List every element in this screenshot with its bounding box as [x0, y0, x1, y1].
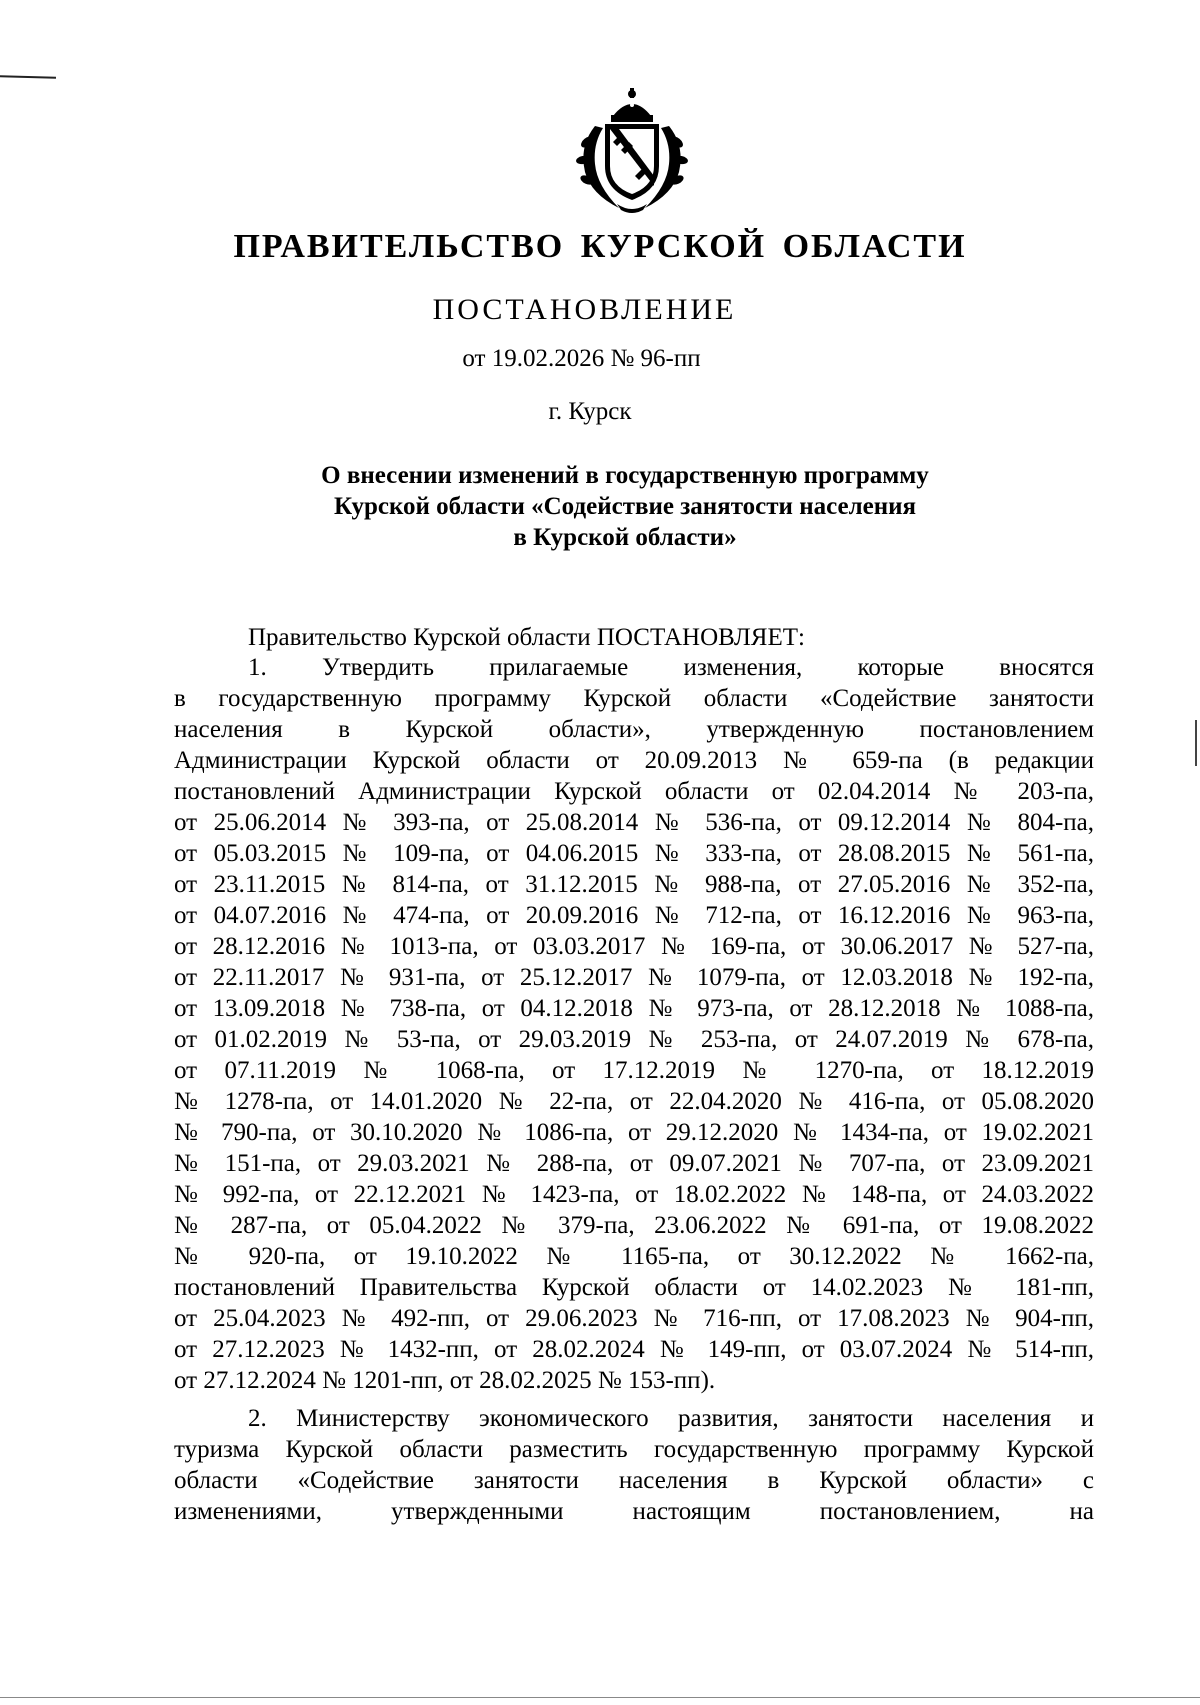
subject-line: в Курской области» — [513, 524, 737, 551]
preamble: Правительство Курской области ПОСТАНОВЛЯЕТ: — [248, 624, 805, 651]
crown-icon — [611, 88, 653, 122]
paragraph-line: туризма Курской области разместить государственную программу Курской — [174, 1436, 1094, 1463]
document-type: ПОСТАНОВЛЕНИЕ — [432, 293, 737, 326]
paragraph-line: № 1278-па, от 14.01.2020 № 22-па, от 22.04.2020 № 416-па, от 05.08.2020 — [174, 1088, 1094, 1115]
paragraph-line: от 25.06.2014 № 393-па, от 25.08.2014 № 536-па, от 09.12.2014 № 804-па, — [174, 809, 1094, 836]
subject-line: Курской области «Содействие занятости населения — [333, 493, 917, 520]
paragraph-1 — [174, 652, 1094, 1396]
paragraph-line: в государственную программу Курской области «Содействие занятости — [174, 685, 1094, 712]
paragraph-line: № 287-па, от 05.04.2022 № 379-па, 23.06.2022 № 691-па, от 19.08.2022 — [174, 1212, 1094, 1239]
paragraph-line: от 28.12.2016 № 1013-па, от 03.03.2017 № 169-па, от 30.06.2017 № 527-па, — [174, 933, 1094, 960]
paragraph-line: от 27.12.2024 № 1201-пп, от 28.02.2025 № 153-пп). — [174, 1367, 716, 1394]
paragraph-line: постановлений Правительства Курской области от 14.02.2023 № 181-пп, — [174, 1274, 1094, 1301]
paragraph-line: № 920-па, от 19.10.2022 № 1165-па, от 30.12.2022 № 1662-па, — [174, 1243, 1094, 1270]
paragraph-2 — [174, 1403, 1094, 1527]
paragraph-line: от 01.02.2019 № 53-па, от 29.03.2019 № 253-па, от 24.07.2019 № 678-па, — [174, 1026, 1094, 1053]
paragraph-line: от 05.03.2015 № 109-па, от 04.06.2015 № 333-па, от 28.08.2015 № 561-па, — [174, 840, 1094, 867]
paragraph-line: 2. Министерству экономического развития, занятости населения и — [248, 1405, 1094, 1432]
scan-artifact-mark — [1195, 720, 1197, 766]
subject-line: О внесении изменений в государственную программу — [321, 462, 929, 489]
paragraph-line: населения в Курской области», утвержденную постановлением — [174, 716, 1094, 743]
paragraph-line: области «Содействие занятости населения в Курской области» с — [174, 1467, 1094, 1494]
paragraph-line: от 13.09.2018 № 738-па, от 04.12.2018 № 973-па, от 28.12.2018 № 1088-па, — [174, 995, 1094, 1022]
paragraph-line: от 04.07.2016 № 474-па, от 20.09.2016 № 712-па, от 16.12.2016 № 963-па, — [174, 902, 1094, 929]
paragraph-line: 1. Утвердить прилагаемые изменения, которые вносятся — [248, 654, 1094, 681]
document-subject — [240, 460, 1010, 553]
coat-of-arms-emblem — [573, 86, 691, 214]
paragraph-line: № 790-па, от 30.10.2020 № 1086-па, от 29.12.2020 № 1434-па, от 19.02.2021 — [174, 1119, 1094, 1146]
paragraph-line: от 27.12.2023 № 1432-пп, от 28.02.2024 № 149-пп, от 03.07.2024 № 514-пп, — [174, 1336, 1094, 1363]
paragraph-line: № 992-па, от 22.12.2021 № 1423-па, от 18.02.2022 № 148-па, от 24.03.2022 — [174, 1181, 1094, 1208]
paragraph-line: постановлений Администрации Курской области от 02.04.2014 № 203-па, — [174, 778, 1094, 805]
paragraph-line: № 151-па, от 29.03.2021 № 288-па, от 09.07.2021 № 707-па, от 23.09.2021 — [174, 1150, 1094, 1177]
paragraph-line: Администрации Курской области от 20.09.2013 № 659-па (в редакции — [174, 747, 1094, 774]
organization-title: ПРАВИТЕЛЬСТВО КУРСКОЙ ОБЛАСТИ — [233, 228, 967, 265]
document-date-number: от 19.02.2026 № 96-пп — [462, 345, 701, 372]
document-city: г. Курск — [548, 398, 632, 425]
paragraph-line: от 07.11.2019 № 1068-па, от 17.12.2019 № 1270-па, от 18.12.2019 — [174, 1057, 1094, 1084]
scan-artifact-edge — [0, 1697, 1200, 1698]
scan-artifact-line — [0, 75, 56, 78]
paragraph-line: от 25.04.2023 № 492-пп, от 29.06.2023 № 716-пп, от 17.08.2023 № 904-пп, — [174, 1305, 1094, 1332]
paragraph-line: от 23.11.2015 № 814-па, от 31.12.2015 № 988-па, от 27.05.2016 № 352-па, — [174, 871, 1094, 898]
paragraph-line: от 22.11.2017 № 931-па, от 25.12.2017 № 1079-па, от 12.03.2018 № 192-па, — [174, 964, 1094, 991]
shield-icon — [605, 124, 659, 200]
paragraph-line: изменениями, утвержденными настоящим постановлением, на — [174, 1498, 1094, 1525]
